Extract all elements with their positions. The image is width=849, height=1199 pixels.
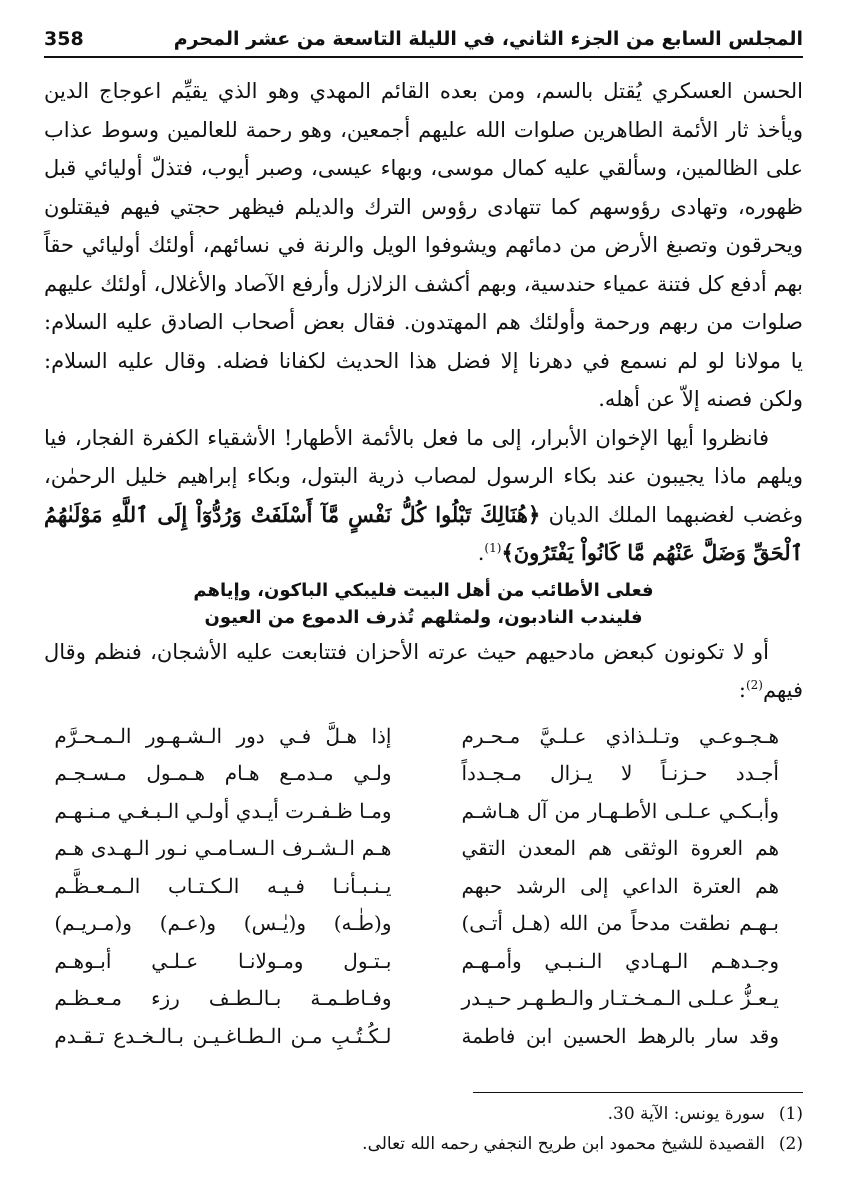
paragraph-2-end: . [477,541,485,565]
paragraph-3-end: : [738,678,746,702]
paragraph-3-text: أو لا تكونون كبعض مادحيهم حيث عرته الأحزان فتتابعت عليه الأشجان، فنظم وقال فيهم [44,639,803,702]
footnote-text: سورة يونس: الآية 30. [607,1104,765,1124]
paragraph-2-text: فانظروا أيها الإخوان الأبرار، إلى ما فعل بالأئمة الأطهار! الأشقياء الكفرة الفجار، فيا ويلهم ماذا يجيبون عند بكاء الرسول لمصاب ذرية البتول، وبكاء إبراهيم خليل الرحمٰن، وغضب لغضبهما الملك الديان [44,425,803,527]
quran-verse: ﴿هُنَالِكَ تَبْلُوا كُلُّ نَفْسٍ مَّآ أَسْلَفَتْ وَرُدُّوٓاْ إِلَى ٱللَّهِ مَوْلَىٰهُمُ ٱلْحَقِّ وَضَلَّ عَنْهُم مَّا كَانُواْ يَفْتَرُونَ﴾ [44,501,803,565]
poem-hemistich: أجـدد حـزنـاً لا يـزال مـجـدداً [461,761,779,785]
footnote-divider [473,1092,803,1093]
page-number: 358 [44,28,84,50]
poem-hemistich: لـكُـتُـبِ مـن الـطـاغـيـن بـالـخـدع تـقـدم [54,1023,392,1048]
poem-hemistich: هم العترة الداعي إلى الرشد حبهم [461,873,779,898]
poem-hemistich: وقد سار بالرهط الحسين ابن فاطمة [461,1023,779,1048]
poem [54,718,779,1056]
poem-hemistich: بـتـول ومـولانـا عـلـي أبـوهـم [54,948,392,973]
footnote-number: (2) [778,1134,803,1154]
body-text [44,72,803,710]
running-header [44,28,803,58]
poem-hemistich: هـم الـشـرف الـسـامـي نـور الـهـدى هـم [54,836,392,860]
centered-verse [44,577,803,631]
footnote-text: القصيدة للشيخ محمود ابن طريح النجفي رحمه الله تعالى. [362,1134,765,1154]
footnote-ref-2[interactable]: (2) [745,678,763,692]
chapter-title: المجلس السابع من الجزء الثاني، في الليلة التاسعة من عشر المحرم [173,28,803,50]
poem-hemistich: يـنـبـأنـا فـيـه الـكـتـاب الـمـعـظَّـم [54,873,392,898]
paragraph-3 [44,633,803,710]
poem-hemistich: وأبـكـي عـلـى الأطـهـار من آل هـاشـم [461,798,779,823]
poem-hemistich: إذا هـلَّ فـي دور الـشـهـور الـمـحـرَّم [54,723,392,748]
footnote-1 [44,1099,803,1129]
footnotes [44,1092,803,1159]
poem-hemistich: يـعـزُّ عـلـى الـمـخـتـار والـطـهـر حـيـدر [461,986,779,1010]
footnote-number: (1) [778,1104,803,1124]
footnote-2 [44,1129,803,1159]
poem-hemistich: وفـاطـمـة بـالـطـف رزء مـعـظـم [54,986,392,1010]
poem-hemistich: هـجـوعـي وتـلـذاذي عـلـيَّ مـحـرم [461,723,779,748]
paragraph-1: الحسن العسكري يُقتل بالسم، ومن بعده القائم المهدي وهو الذي يقيِّم اعوجاج الدين ويأخذ ثار الأئمة الطاهرين صلوات الله عليهم أجمعين، وهو رحمة للعالمين وسوط عذاب على الظالمين، وسألقي عليه كمال موسى، وبهاء عيسى، وصبر أيوب، فتذلّ أوليائي قبل ظهوره، وتهادى رؤوسهم كما تتهادى رؤوس الترك والديلم فيظهر حجتي فيهم فيقتلون ويحرقون وتصبغ الأرض من دمائهم ويشوفوا الويل والرنة في نسائهم، أولئك أوليائي حقاً بهم أدفع كل فتنة عمياء حندسية، وبهم أكشف الزلازل وأرفع الآصاد والأغلال، أولئك عليهم صلوات من ربهم ورحمة وأولئك هم المهتدون. فقال بعض أصحاب الصادق عليه السلام: يا مولانا لو لم نسمع في دهرنا إلا فضل هذا الحديث لكفانا فضله. وقال عليه السلام: ولكن فصنه إلاّ عن أهله. [44,79,803,411]
poem-hemistich: وجـدهـم الـهـادي الـنـبـي وأمـهـم [461,948,779,973]
poem-hemistich: ولـي مـدمـع هـام هـمـول مـسـجـم [54,761,392,785]
footnote-ref-1[interactable]: (1) [484,541,502,555]
centered-verse-line-1: فعلى الأطائب من أهل البيت فليبكي الباكون، وإياهم [193,579,654,601]
poem-hemistich: و(طٰـه) و(يٰـس) و(عـم) و(مـريـم) [54,911,392,935]
poem-hemistich: بـهـم نطقت مدحاً من الله (هـل أتـى) [461,911,779,935]
poem-hemistich: هم العروة الوثقى هم المعدن التقي [461,836,779,860]
centered-verse-line-2: فليندب النادبون، ولمثلهم تُذرف الدموع من العيون [204,606,643,628]
poem-hemistich: ومـا ظـفـرت أيـدي أولـي الـبـغـي مـنـهـم [54,798,392,823]
paragraph-2 [44,419,803,573]
